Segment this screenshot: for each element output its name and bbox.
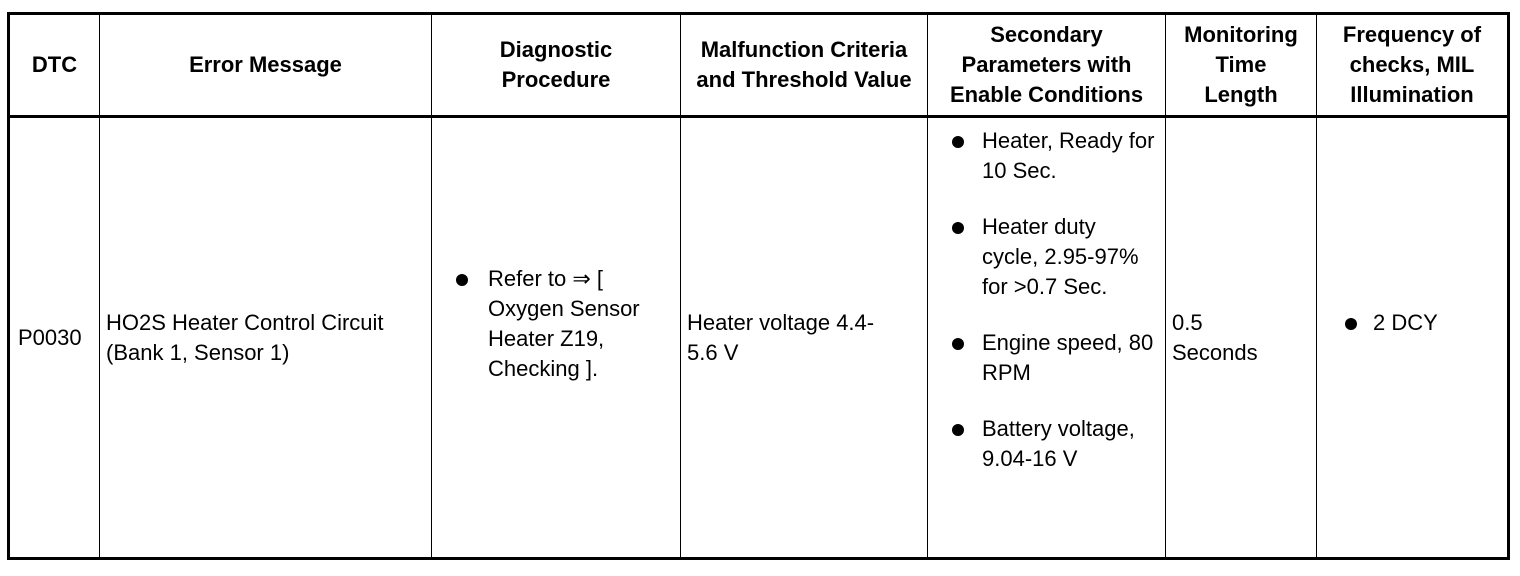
header-secondary-parameters: Secondary Parameters with Enable Conditions (928, 14, 1166, 117)
header-monitoring-time: Monitoring Time Length (1166, 14, 1317, 117)
bullet-icon (952, 338, 964, 350)
diagnostic-procedure-list (450, 264, 668, 384)
header-diagnostic-procedure (432, 14, 681, 117)
list-item (1339, 308, 1497, 338)
cell-dtc: P0030 (9, 117, 100, 559)
list-item (450, 264, 668, 384)
bullet-icon (952, 222, 964, 234)
table-row (9, 117, 1509, 559)
diagnostic-procedure-text: Refer to ⇒ [ Oxygen Sensor Heater Z19, Checking ]. (488, 265, 640, 381)
secondary-parameter-text: Heater duty cycle, 2.95-97% for >0.7 Sec. (982, 214, 1139, 299)
header-dtc: DTC (9, 14, 100, 117)
cell-malfunction-criteria: Heater voltage 4.4-5.6 V (681, 117, 928, 559)
list-item (946, 414, 1161, 474)
cell-error-message: HO2S Heater Control Circuit (Bank 1, Sensor 1) (100, 117, 432, 559)
header-row (9, 14, 1509, 117)
bullet-icon (1345, 318, 1357, 330)
header-frequency: Frequency of checks, MIL Illumination (1317, 14, 1509, 117)
header-error-message: Error Message (100, 14, 432, 117)
secondary-parameter-text: Engine speed, 80 RPM (982, 330, 1154, 385)
bullet-icon (952, 136, 964, 148)
list-item (946, 126, 1161, 186)
dtc-table (7, 12, 1510, 560)
secondary-parameter-text: Battery voltage, 9.04-16 V (982, 416, 1135, 471)
cell-frequency (1317, 117, 1509, 559)
bullet-icon (952, 424, 964, 436)
cell-monitoring-time: 0.5 Seconds (1166, 117, 1317, 559)
bullet-icon (456, 274, 468, 286)
header-diagnostic-procedure-text: Diagnostic Procedure (499, 37, 613, 92)
frequency-list (1339, 308, 1497, 338)
cell-secondary-parameters (928, 117, 1166, 559)
list-item (946, 212, 1161, 302)
secondary-parameters-list (946, 126, 1161, 474)
secondary-parameter-text: Heater, Ready for 10 Sec. (982, 128, 1155, 183)
list-item (946, 328, 1161, 388)
cell-diagnostic-procedure (432, 117, 681, 559)
header-malfunction-criteria: Malfunction Criteria and Threshold Value (681, 14, 928, 117)
frequency-text: 2 DCY (1373, 309, 1438, 335)
